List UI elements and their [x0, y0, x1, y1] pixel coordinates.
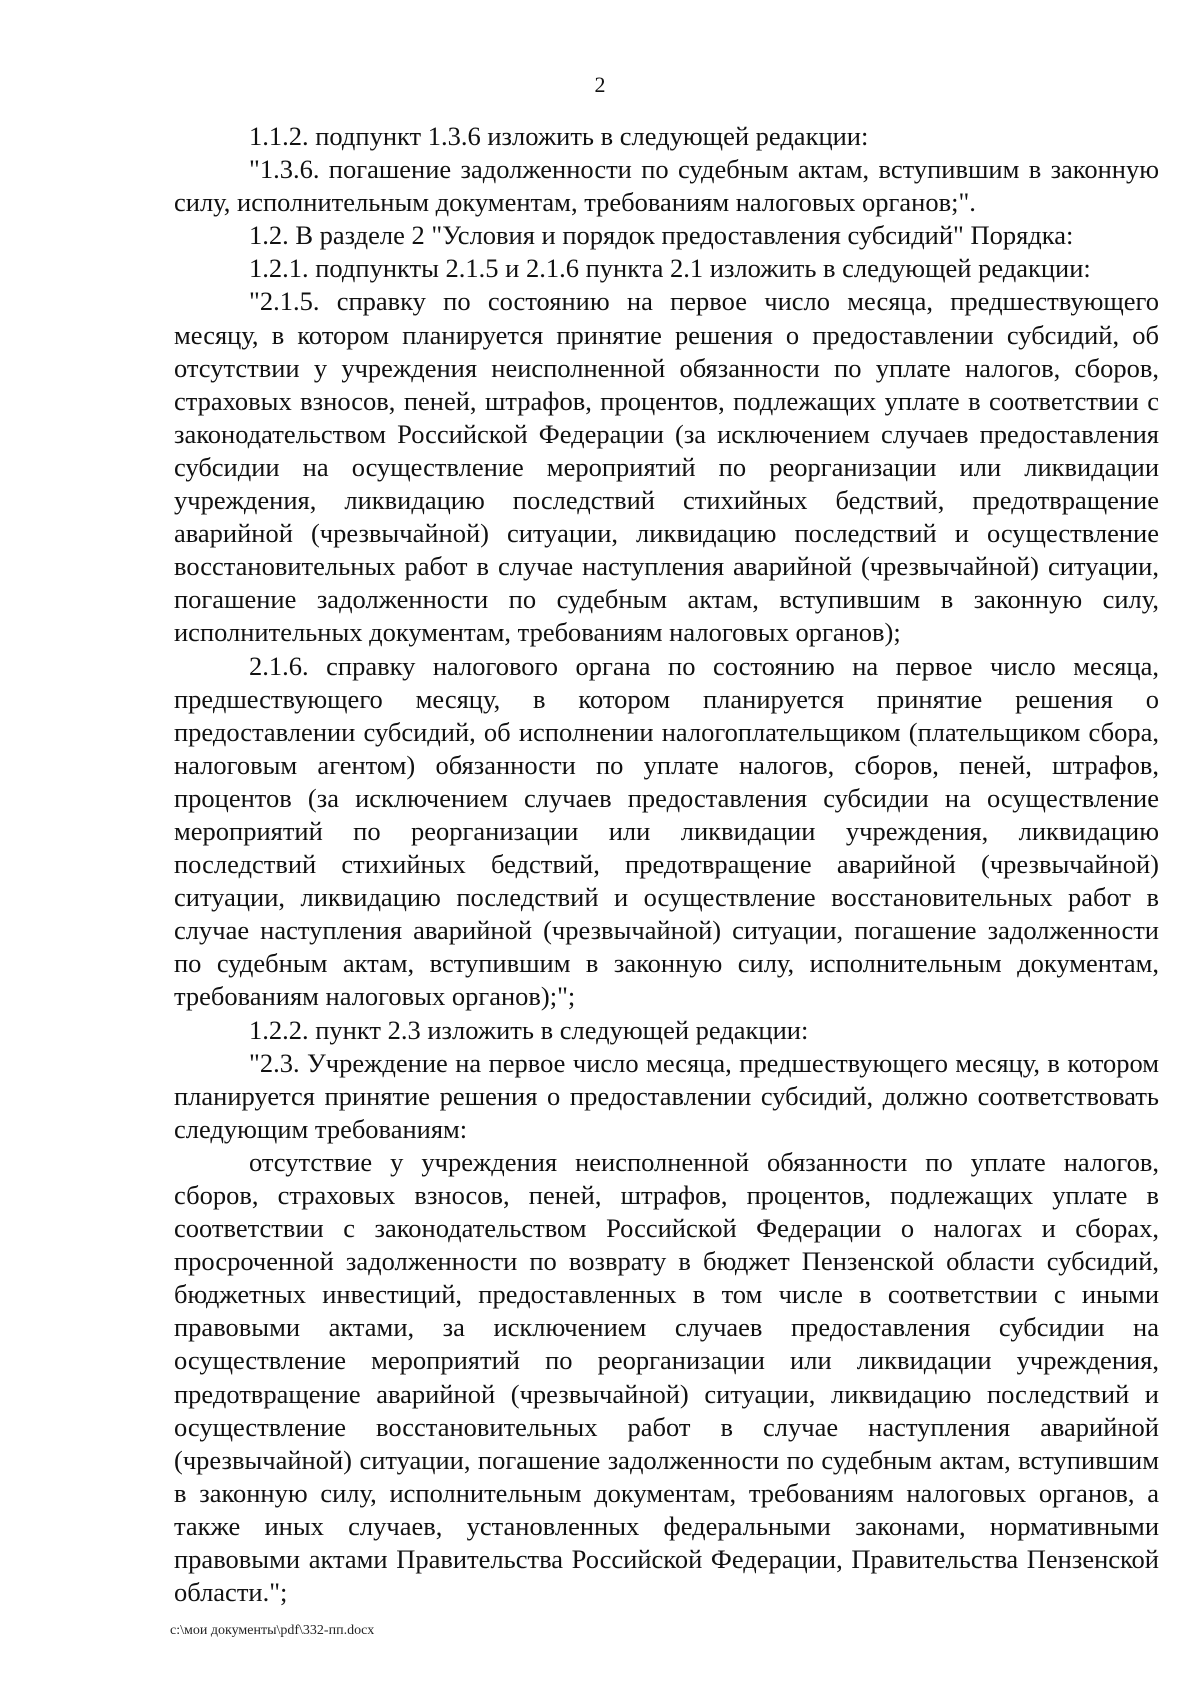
- paragraph-1-2: 1.2. В разделе 2 "Условия и порядок предоставления субсидий" Порядка:: [249, 220, 1074, 251]
- paragraph-1-2-2: 1.2.2. пункт 2.3 изложить в следующей редакции:: [249, 1014, 809, 1045]
- paragraph-requirements: отсутствие у учреждения неисполненной обязанности по уплате налогов, сборов, страховых взносов, пеней, штрафов, процентов, подлежащих уплате в соответствии с законодательством Российской Федерации о налогах и сборах, просроченной задолженности по возврату в бюджет Пензенской области субсидий, бюджетных инвестиций, предоставленных в том числе в соответствии с иными правовыми актами, за исключением случаев предоставления субсидии на осуществление мероприятий по реорганизации или ликвидации учреждения, предотвращение аварийной (чрезвычайной) ситуации, ликвидацию последствий и осуществление восстановительных работ в случае наступления аварийной (чрезвычайной) ситуации, погашение задолженности по судебным актам, вступившим в законную силу, исполнительным документам, требованиям налоговых органов, а также иных случаев, установленных федеральными законами, нормативными правовыми актами Правительства Российской Федерации, Правительства Пензенской области.";: [174, 1146, 1159, 1608]
- paragraph-1-1-2: 1.1.2. подпункт 1.3.6 изложить в следующей редакции:: [249, 121, 869, 151]
- paragraph-2-3-quote: "2.3. Учреждение на первое число месяца, предшествующего месяцу, в котором планируется принятие решения о предоставлении субсидий, должно соответствовать следующим требованиям:: [174, 1047, 1159, 1144]
- page-number: 2: [594, 72, 606, 97]
- paragraph-2-1-5-quote: "2.1.5. справку по состоянию на первое число месяца, предшествующего месяцу, в котором планируется принятие решения о предоставлении субсидий, об отсутствии у учреждения неисполненной обязанности по уплате налогов, сборов, страховых взносов, пеней, штрафов, процентов, подлежащих уплате в соответствии с законодательством Российской Федерации (за исключением случаев предоставления субсидии на осуществление мероприятий по реорганизации или ликвидации учреждения, ликвидацию последствий стихийных бедствий, предотвращение аварийной (чрезвычайной) ситуации, ликвидацию последствий и осуществление восстановительных работ в случае наступления аварийной (чрезвычайной) ситуации, погашение задолженности по судебным актам, вступившим в законную силу, исполнительных документам, требованиям налоговых органов);: [174, 286, 1159, 648]
- document-body: [174, 120, 1159, 1609]
- paragraph-2-1-6: 2.1.6. справку налогового органа по состоянию на первое число месяца, предшествующего месяцу, в котором планируется принятие решения о предоставлении субсидий, об исполнении налогоплательщиком (плательщиком сбора, налоговым агентом) обязанности по уплате налогов, сборов, пеней, штрафов, процентов (за исключением случаев предоставления субсидии на осуществление мероприятий по реорганизации или ликвидации учреждения, ликвидацию последствий стихийных бедствий, предотвращение аварийной (чрезвычайной) ситуации, ликвидацию последствий и осуществление восстановительных работ в случае наступления аварийной (чрезвычайной) ситуации, погашение задолженности по судебным актам, вступившим в законную силу, исполнительным документам, требованиям налоговых органов);";: [174, 650, 1159, 1012]
- paragraph-1-2-1: 1.2.1. подпункты 2.1.5 и 2.1.6 пункта 2.1 изложить в следующей редакции:: [249, 253, 1091, 284]
- paragraph-1-3-6-quote: "1.3.6. погашение задолженности по судебным актам, вступившим в законную силу, исполнительным документам, требованиям налоговых органов;".: [174, 154, 1159, 218]
- footer-file-path: c:\мои документы\pdf\332-пп.docx: [170, 1623, 375, 1638]
